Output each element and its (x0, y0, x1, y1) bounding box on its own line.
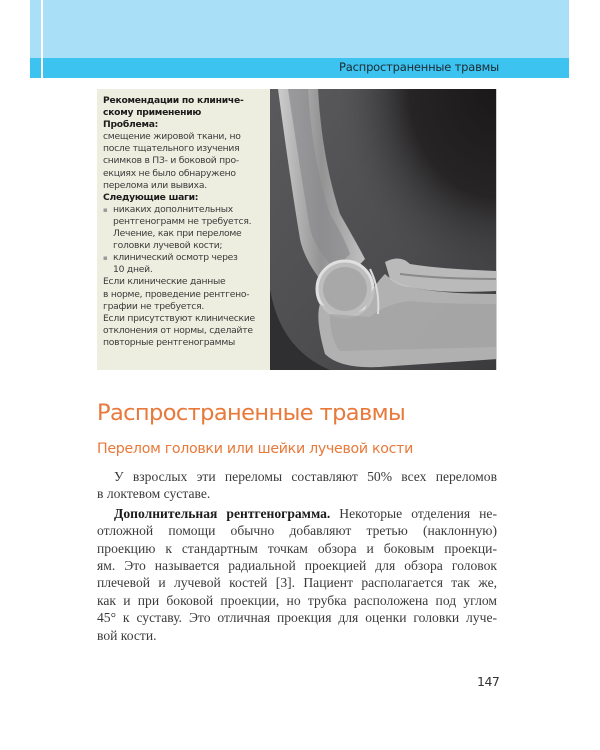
paragraph (97, 468, 497, 485)
text-line: как и при боковой проекции, но трубка расположена под углом (97, 592, 497, 608)
header-band-light (30, 0, 569, 58)
callout-text-line: Если клинические данные (103, 276, 226, 288)
elbow-xray-image (270, 89, 497, 370)
callout-problem-label: Проблема: (103, 119, 159, 131)
text-fragment: Некоторые отделения не- (330, 505, 497, 521)
text-line: 45° к суставу. Это отличная проекция для оценки головки луче- (97, 610, 497, 626)
page-number: 147 (477, 674, 500, 689)
callout-text-line: рентгенограмм не требуется. (113, 215, 252, 227)
callout-next-steps-label: Следующие шаги: (103, 191, 199, 203)
callout-text-line: 10 дней. (113, 264, 153, 276)
callout-text-line: повторные рентгенограммы (103, 336, 236, 348)
text-line (97, 505, 497, 522)
callout-text-line: отклонения от нормы, сделайте (103, 324, 253, 336)
text-line: У взрослых эти переломы составляют 50% всех переломов (114, 469, 497, 484)
callout-text-line: екциях не было обнаружено (103, 167, 236, 179)
callout-text-line: снимков в ПЗ- и боковой про- (103, 155, 239, 167)
callout-title-line: скому применению (103, 107, 202, 119)
paragraph (97, 505, 497, 522)
text-line: проекцию к стандартным точкам обзора и боковым проекци- (97, 540, 497, 556)
callout-text-line: смещение жировой ткани, но (103, 131, 241, 143)
header-divider-line (41, 0, 43, 78)
paragraph-lead: Дополнительная рентгенограмма. (114, 505, 331, 521)
callout-text-line: после тщательного изучения (103, 143, 240, 155)
callout-text-line: Если присутствуют клинические (103, 312, 255, 324)
callout-bullet-item: ▪ никаких дополнительных (103, 204, 265, 216)
text-line: вой кости. (97, 627, 157, 643)
body-text (97, 468, 497, 644)
callout-text-line: Лечение, как при переломе (113, 228, 242, 240)
text-line: ям. Это называется радиальной проекцией для обзора головок (97, 558, 497, 574)
callout-text-line: перелома или вывиха. (103, 179, 207, 191)
callout-text-line: графии не требуется. (103, 300, 205, 312)
callout-text-line: головки лучевой кости; (113, 240, 223, 252)
callout-text-line: в норме, проведение рентгено- (103, 288, 250, 300)
clinical-recommendations-box (97, 89, 270, 370)
text-line: плечевой и лучевой костей [3]. Пациент располагается так же, (97, 575, 497, 591)
text-line: в локтевом суставе. (97, 486, 211, 502)
callout-title-line: Рекомендации по клиниче- (103, 95, 244, 106)
text-line: отложной помощи обычно добавляют третью (наклонную) (97, 523, 497, 539)
section-heading: Распространенные травмы (97, 400, 406, 426)
section-subheading: Перелом головки или шейки лучевой кости (97, 441, 414, 457)
running-head: Распространенные травмы (339, 60, 499, 74)
callout-bullet-item: ▪ клинический осмотр через (103, 252, 265, 264)
